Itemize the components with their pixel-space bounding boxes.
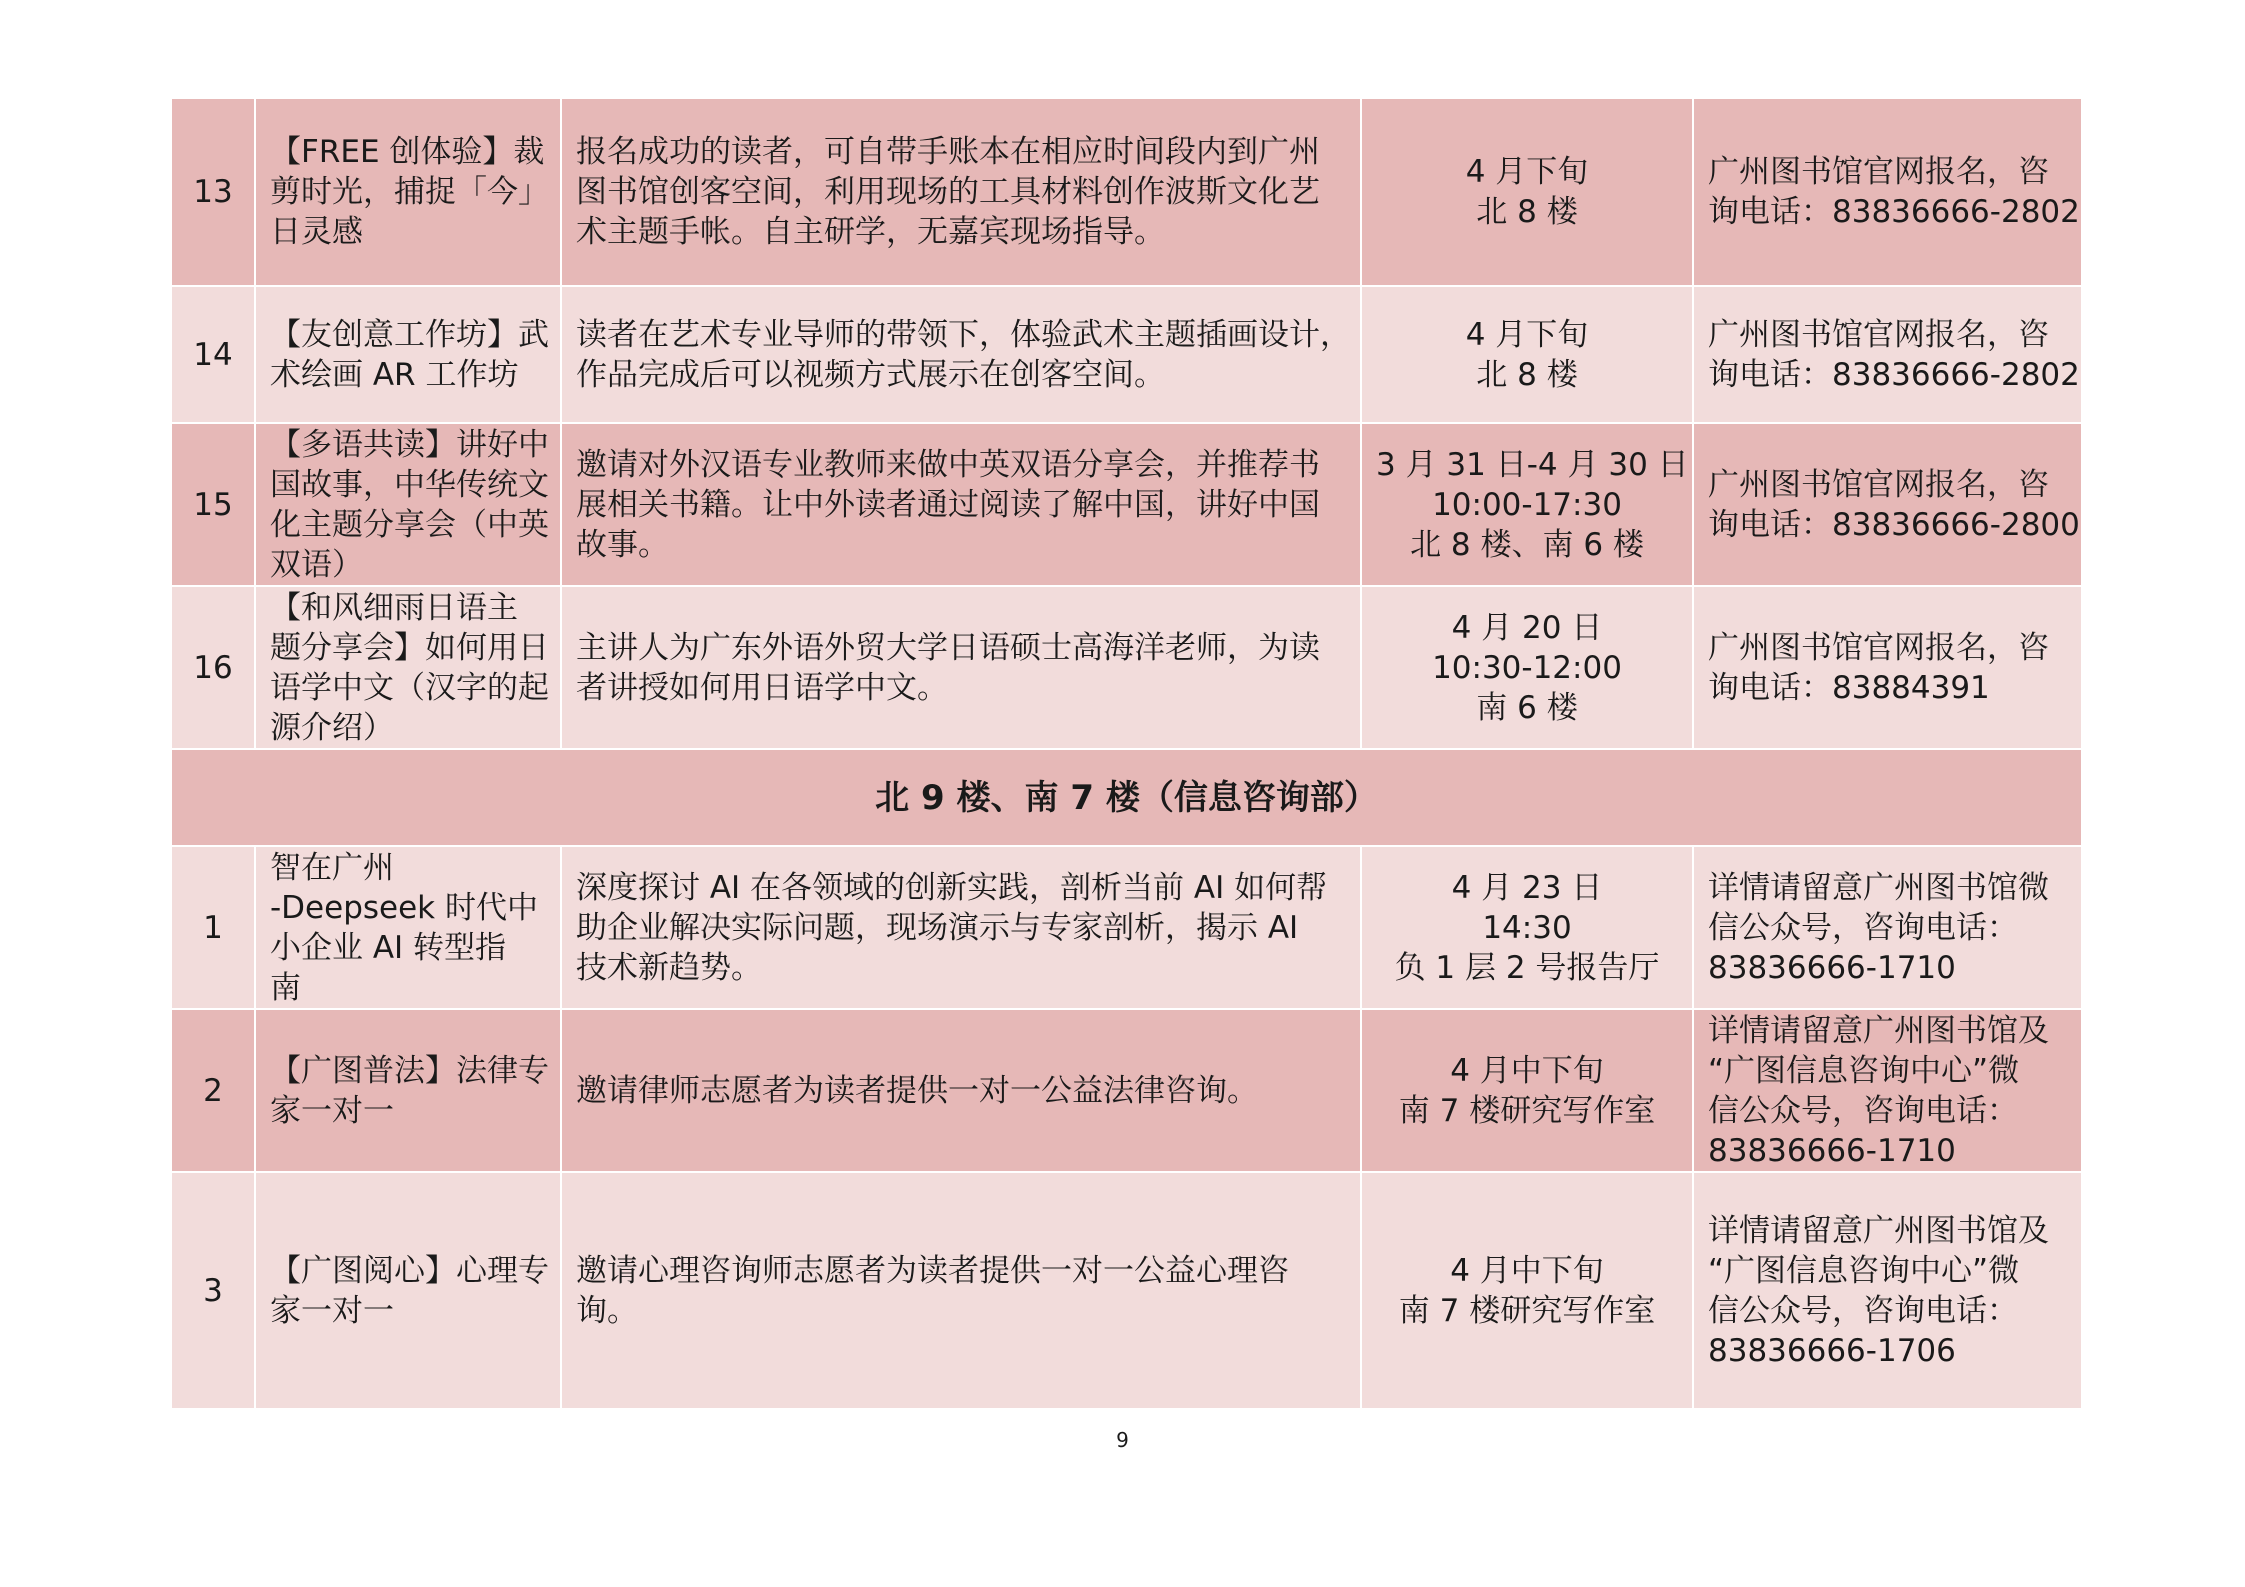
page-number: 9 [1116,1428,1129,1452]
time-line: 北 8 楼、南 6 楼 [1410,526,1644,563]
time-line: 4 月中下旬 [1450,1252,1604,1289]
event-contact [1693,1009,2082,1172]
time-line: 南 6 楼 [1476,689,1578,726]
contact-line: 详情请留意广州图书馆及 [1708,1212,2049,1249]
event-time-location [1361,1009,1693,1172]
title-line: 小企业 AI 转型指 [270,929,507,966]
event-title [255,98,561,286]
event-contact [1693,98,2082,286]
title-line: 南 [270,969,301,1006]
event-title [255,586,561,749]
desc-line: 展相关书籍。让中外读者通过阅读了解中国，讲好中国 [576,486,1320,523]
title-line: 题分享会】如何用日 [270,629,549,666]
section-title: 北 9 楼、南 7 楼（信息咨询部） [171,749,2082,846]
title-line: 化主题分享会（中英 [270,506,549,543]
title-line: 智在广州 [270,849,394,886]
contact-line: 询电话：83884391 [1708,669,1990,706]
row-number: 15 [171,423,255,586]
event-contact [1693,586,2082,749]
desc-line: 邀请律师志愿者为读者提供一对一公益法律咨询。 [576,1072,1258,1109]
contact-line: 询电话：83836666-2802 [1708,194,2080,230]
desc-line: 读者在艺术专业导师的带领下，体验武术主题插画设计， [576,316,1351,353]
desc-line: 术主题手帐。自主研学，无嘉宾现场指导。 [576,214,1165,250]
time-line: 10:00-17:30 [1432,486,1622,523]
event-contact [1693,1172,2082,1409]
title-line: 【和风细雨日语主 [270,589,518,626]
row-number: 3 [171,1172,255,1409]
time-line: 北 8 楼 [1476,194,1578,230]
time-line: 3 月 31 日-4 月 30 日 [1376,446,1689,483]
time-line: 4 月中下旬 [1450,1052,1604,1089]
row-number: 2 [171,1009,255,1172]
title-line: 双语） [270,546,363,583]
contact-line: 信公众号，咨询电话： [1708,1292,2018,1329]
desc-line: 深度探讨 AI 在各领域的创新实践，剖析当前 AI 如何帮 [576,869,1328,906]
desc-line: 作品完成后可以视频方式展示在创客空间。 [576,356,1165,393]
contact-line: 询电话：83836666-2802 [1708,356,2080,393]
contact-line: “广图信息咨询中心”微 [1708,1052,2020,1089]
events-table [170,97,2083,1410]
title-line: 国故事，中华传统文 [270,466,549,503]
event-contact [1693,846,2082,1009]
time-line: 10:30-12:00 [1432,649,1622,686]
event-time-location [1361,1172,1693,1409]
desc-line: 技术新趋势。 [576,949,762,986]
section-header-row [171,749,2082,846]
time-line: 负 1 层 2 号报告厅 [1394,949,1660,986]
time-line: 4 月 23 日 [1451,869,1603,906]
event-title [255,1009,561,1172]
time-line: 北 8 楼 [1476,356,1578,393]
row-number: 16 [171,586,255,749]
title-line: 家一对一 [270,1092,394,1129]
title-line: 源介绍） [270,709,394,746]
table-row [171,846,2082,1009]
event-title [255,1172,561,1409]
contact-line: 83836666-1710 [1708,1132,1956,1169]
table-row [171,98,2082,286]
desc-line: 邀请心理咨询师志愿者为读者提供一对一公益心理咨 [576,1252,1289,1289]
title-line: 日灵感 [270,214,363,250]
event-time-location [1361,586,1693,749]
contact-line: 广州图书馆官网报名，咨 [1708,629,2049,666]
title-line: -Deepseek 时代中 [270,889,538,926]
event-description [561,423,1361,586]
event-description [561,846,1361,1009]
desc-line: 图书馆创客空间，利用现场的工具材料创作波斯文化艺 [576,174,1320,210]
title-line: 【FREE 创体验】裁 [270,134,545,170]
event-description [561,1009,1361,1172]
desc-line: 邀请对外汉语专业教师来做中英双语分享会，并推荐书 [576,446,1320,483]
time-line: 4 月 20 日 [1451,609,1603,646]
event-description [561,98,1361,286]
row-number: 13 [171,98,255,286]
event-title [255,846,561,1009]
desc-line: 询。 [576,1292,638,1329]
title-line: 【广图阅心】心理专 [270,1252,549,1289]
title-line: 【广图普法】法律专 [270,1052,549,1089]
table-row [171,286,2082,423]
event-description [561,586,1361,749]
title-line: 【友创意工作坊】武 [270,316,549,353]
time-line: 4 月下旬 [1465,316,1589,353]
contact-line: 详情请留意广州图书馆及 [1708,1012,2049,1049]
contact-line: 详情请留意广州图书馆微 [1708,869,2049,906]
contact-line: 广州图书馆官网报名，咨 [1708,154,2049,190]
contact-line: 广州图书馆官网报名，咨 [1708,466,2049,503]
time-line: 14:30 [1482,909,1572,946]
contact-line: 信公众号，咨询电话： [1708,1092,2018,1129]
contact-line: 83836666-1706 [1708,1332,1956,1369]
event-title [255,286,561,423]
desc-line: 助企业解决实际问题，现场演示与专家剖析，揭示 AI [576,909,1299,946]
contact-line: “广图信息咨询中心”微 [1708,1252,2020,1289]
table-row [171,586,2082,749]
contact-line: 信公众号，咨询电话： [1708,909,2018,946]
event-time-location [1361,423,1693,586]
event-contact [1693,423,2082,586]
event-title [255,423,561,586]
desc-line: 报名成功的读者，可自带手账本在相应时间段内到广州 [576,134,1320,170]
event-description [561,1172,1361,1409]
contact-line: 广州图书馆官网报名，咨 [1708,316,2049,353]
event-time-location [1361,286,1693,423]
title-line: 术绘画 AR 工作坊 [270,356,519,393]
event-time-location [1361,98,1693,286]
desc-line: 故事。 [576,526,669,563]
contact-line: 83836666-1710 [1708,949,1956,986]
contact-line: 询电话：83836666-2800 [1708,506,2080,543]
title-line: 家一对一 [270,1292,394,1329]
time-line: 4 月下旬 [1465,154,1589,190]
row-number: 14 [171,286,255,423]
title-line: 语学中文（汉字的起 [270,669,549,706]
time-line: 南 7 楼研究写作室 [1398,1292,1656,1329]
title-line: 【多语共读】讲好中 [270,426,549,463]
event-description [561,286,1361,423]
time-line: 南 7 楼研究写作室 [1398,1092,1656,1129]
desc-line: 者讲授如何用日语学中文。 [576,669,948,706]
event-contact [1693,286,2082,423]
event-time-location [1361,846,1693,1009]
row-number: 1 [171,846,255,1009]
table-row [171,1009,2082,1172]
table-row [171,423,2082,586]
table-row [171,1172,2082,1409]
desc-line: 主讲人为广东外语外贸大学日语硕士高海洋老师，为读 [576,629,1320,666]
title-line: 剪时光，捕捉「今」 [270,174,549,210]
